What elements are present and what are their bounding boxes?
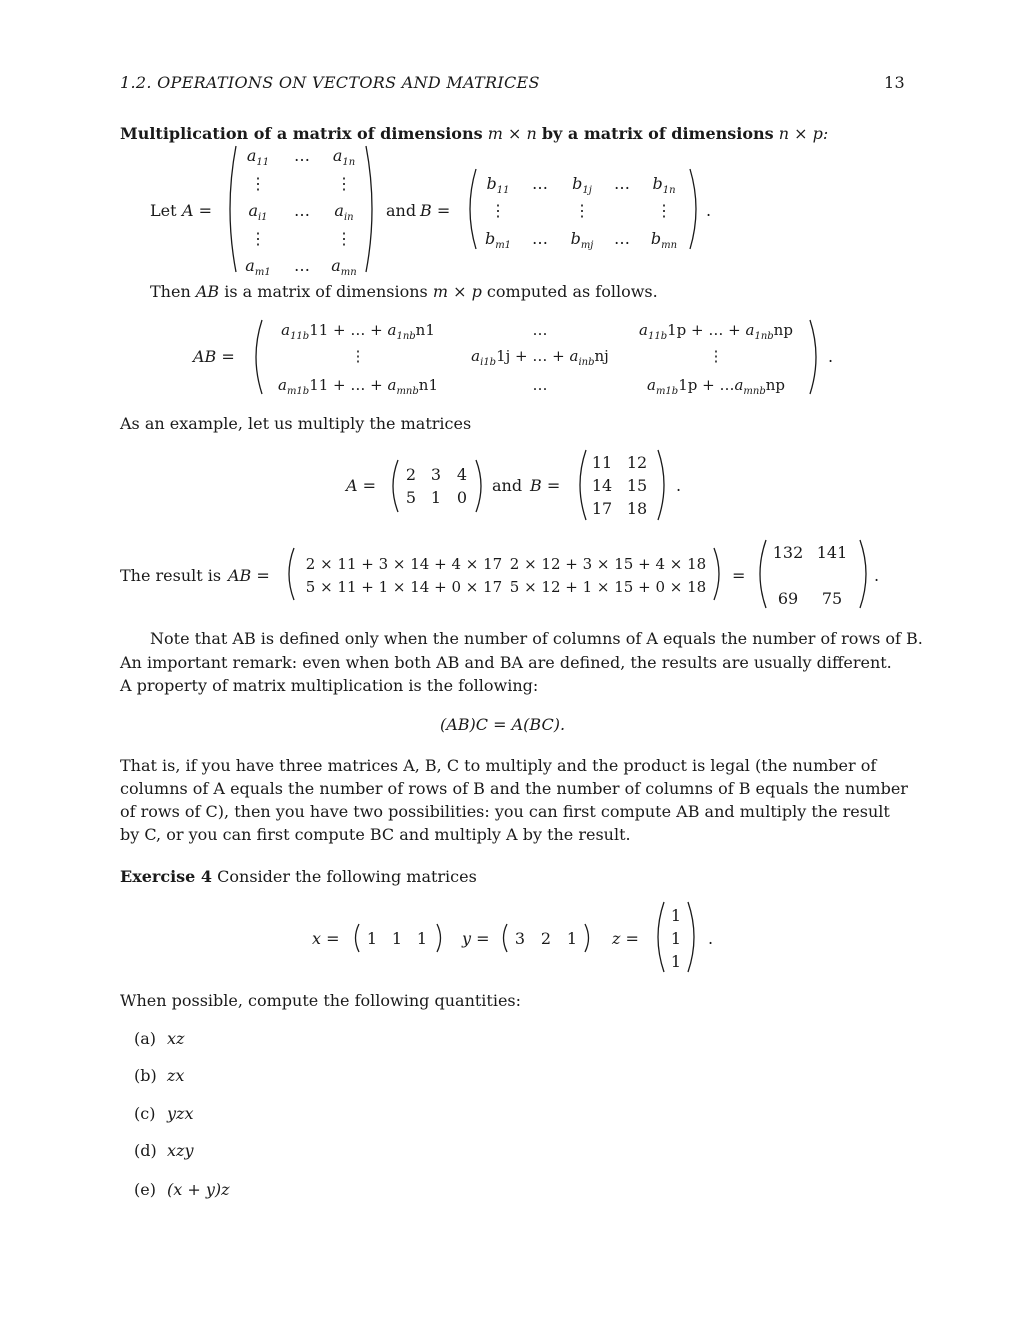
ex-a-entry: 3 [430,465,442,484]
matrix-b-entry: $b_{1n}$ [652,174,676,197]
then-dims: m × p [432,282,482,301]
exercise-item-label: (c) [134,1104,156,1123]
matrix-a-entry: … [294,201,310,220]
exercise-heading [120,867,477,886]
matrix-a-entry: $a_{in}$ [334,201,354,224]
para2-line2: columns of A equals the number of rows of B and the number of columns of B equals the number [120,779,908,798]
product-entry: … [532,321,548,339]
para2-line3: of rows of C), then you have two possibilities: you can first compute AB and multiply the result [120,802,890,821]
associativity-equation: (AB)C = A(BC). [440,715,566,734]
result-entry: 2 × 11 + 3 × 14 + 4 × 17 [305,555,503,573]
matrix-a-entry: $a_{i1}$ [248,201,268,224]
ex-b-entry: 18 [626,499,648,518]
then-post: computed as follows. [486,282,658,301]
matrix-b-entry: $b_{mj}$ [570,229,594,252]
heading-text-2: by a matrix of dimensions [541,124,774,143]
para1-line1: Note that AB is defined only when the number of columns of A equals the number of rows of B. [150,629,923,648]
vec-y-entry: 1 [566,929,578,948]
matrix-b-entry: … [532,174,548,193]
exercise-item-label: (d) [134,1141,157,1160]
vec-z-entry: 1 [670,906,682,925]
vec-y-entry: 3 [514,929,526,948]
ex-b-entry: 14 [591,476,613,495]
matrix-b-entry: ⋮ [490,201,506,220]
vec-z-entry: 1 [670,952,682,971]
matrix-b-entry: $b_{1j}$ [572,174,592,197]
ex-b-entry: 17 [591,499,613,518]
ex-b-end: . [676,476,682,495]
ex-b-entry: 15 [626,476,648,495]
exercise-item-expr: (x + y)z [167,1180,230,1199]
matrix-b-end: . [706,201,712,220]
matrix-b-entry: ⋮ [574,201,590,220]
matrix-a-entry: $a_{m1}$ [245,256,271,279]
vec-x-entry: 1 [416,929,428,948]
ex-a-entry: 4 [456,465,468,484]
exercise-item-expr: zx [167,1066,185,1085]
vec-x-entry: 1 [391,929,403,948]
heading-text-1: Multiplication of a matrix of dimensions [120,124,483,143]
result-left-paren [282,546,298,602]
exercise-item-expr: xz [167,1029,185,1048]
result-lead: The result is [120,566,222,585]
exercise-prompt: When possible, compute the following quantities: [120,991,522,1010]
ex-a-lhs: A = [346,476,377,495]
heading-dims-2: n × p: [778,124,829,143]
vec-x-entry: 1 [366,929,378,948]
matrix-a-entry: … [294,256,310,275]
result-entry: 5 × 11 + 1 × 14 + 0 × 17 [305,578,503,596]
product-lhs: AB = [193,347,235,366]
product-entry: $a_{m1b}1p$ + $\dots a_{mnb}np$ [647,376,785,397]
exercise-item-expr: yzx [167,1104,194,1123]
page-number: 13 [884,73,905,92]
para2-line1: That is, if you have three matrices A, B, C to multiply and the product is legal (the number of [120,756,877,775]
ex-b-entry: 11 [591,453,613,472]
exercise-item-expr: xzy [167,1141,194,1160]
matrix-b-lhs: B = [420,201,451,220]
matrix-b-entry: $b_{m1}$ [484,229,512,252]
and-label-2: and [492,476,523,495]
vec-x-lhs: x = [312,929,340,948]
para2-line4: by C, or you can first compute BC and multiply A by the result. [120,825,631,844]
product-entry: $a_{m1b}11$ + … + $a_{mnb}n1$ [278,376,438,397]
ex-a-entry: 0 [456,488,468,507]
product-entry: $a_{i1b}1j$ + … + $a_{inb}nj$ [471,347,609,368]
running-header: 1.2. OPERATIONS ON VECTORS AND MATRICES [120,73,540,92]
matrix-b-entry: … [614,229,630,248]
ex-b-lhs: B = [530,476,561,495]
final-entry: 69 [777,589,799,608]
matrix-a-entry: ⋮ [250,229,266,248]
final-entry: 75 [821,589,843,608]
product-entry: … [532,376,548,394]
product-entry: ⋮ [708,347,724,365]
product-entry: $a_{11b}11$ + … + $a_{1nb}n1$ [281,321,435,342]
matrix-b-entry: … [614,174,630,193]
and-label-1: and [386,201,417,220]
para1-line3: A property of matrix multiplication is the following: [120,676,539,695]
exercise-item-label: (e) [134,1180,156,1199]
example-intro: As an example, let us multiply the matrices [120,414,472,433]
final-end: . [874,566,880,585]
ex-a-entry: 2 [405,465,417,484]
ex-b-entry: 12 [626,453,648,472]
para1-line2: An important remark: even when both AB and BA are defined, the results are usually different. [120,653,892,672]
matrix-b-entry: … [532,229,548,248]
matrix-b-entry: ⋮ [656,201,672,220]
exercise-item-label: (b) [134,1066,157,1085]
vec-y-lhs: y = [462,929,490,948]
ex-a-entry: 5 [405,488,417,507]
ex-a-entry: 1 [430,488,442,507]
then-mid: is a matrix of dimensions [224,282,428,301]
product-end: . [828,347,834,366]
exercise-text: Consider the following matrices [217,867,477,886]
heading-dims-1: m × n [487,124,537,143]
let-label: Let [150,201,177,220]
vec-z-entry: 1 [670,929,682,948]
final-entry: 132 [772,543,804,562]
exercise-label: Exercise 4 [120,867,213,886]
product-entry: ⋮ [350,347,366,365]
result-entry: 5 × 12 + 1 × 15 + 0 × 18 [509,578,707,596]
result-eq: = [732,566,746,585]
then-line [150,282,658,301]
result-entry: 2 × 12 + 3 × 15 + 4 × 18 [509,555,707,573]
matrix-a-lhs: A = [182,201,213,220]
section-heading [120,124,828,143]
product-entry: $a_{11b}1p$ + … + $a_{1nb}np$ [639,321,793,342]
vec-y-entry: 2 [540,929,552,948]
matrix-b-entry: $b_{mn}$ [650,229,678,252]
matrix-a-entry: $a_{11}$ [246,146,270,169]
vec-z-lhs: z = [612,929,639,948]
matrix-a-entry: $a_{mn}$ [331,256,357,279]
then-ab: AB [195,282,220,301]
vec-z-end: . [708,929,714,948]
final-entry: 141 [816,543,848,562]
matrix-b-entry: $b_{11}$ [486,174,510,197]
then-pre: Then [150,282,191,301]
matrix-a-entry: $a_{1n}$ [332,146,356,169]
matrix-a-entry: ⋮ [336,229,352,248]
result-lhs: AB = [228,566,270,585]
matrix-a-entry: ⋮ [336,174,352,193]
matrix-a-entry: … [294,146,310,165]
exercise-item-label: (a) [134,1029,157,1048]
matrix-a-entry: ⋮ [250,174,266,193]
